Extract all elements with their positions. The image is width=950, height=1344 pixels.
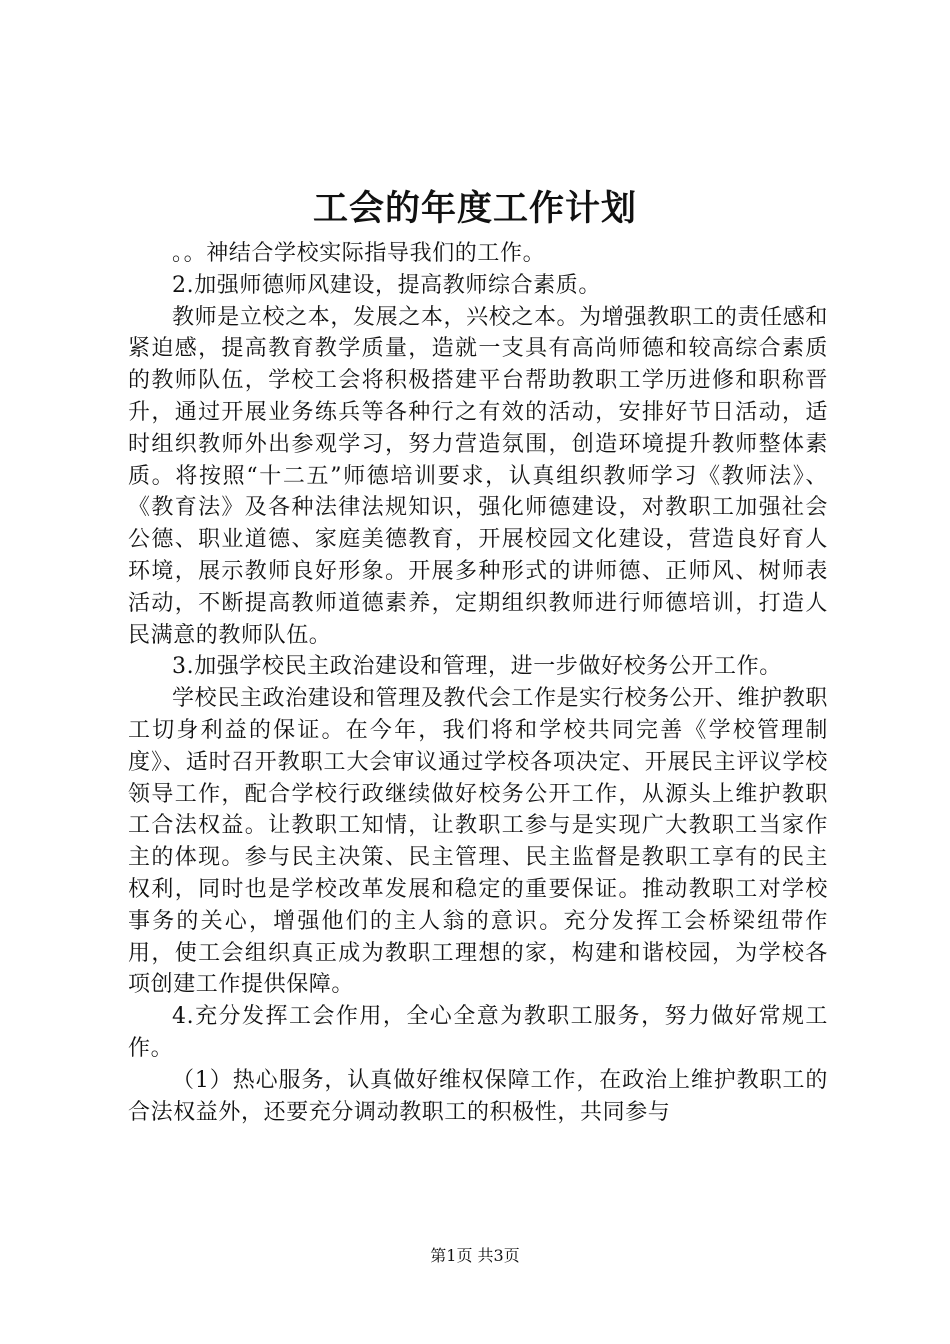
section-heading-4: 4.充分发挥工会作用，全心全意为教职工服务，努力做好常规工作。 [128,1004,828,1061]
section-heading-2: 2.加强师德师风建设，提高教师综合素质。 [172,272,601,298]
page-indicator: 第1页 共3页 [430,1246,520,1265]
paragraph-democratic-management: 学校民主政治建设和管理及教代会工作是实行校务公开、维护教职工切身利益的保证。在今年，我们将和学校共同完善《学校管理制度》、适时召开教职工大会审议通过学校各项决定、开展民主评议学校领导工作，配合学校行政继续做好校务公开工作，从源头上维护教职工合法权益。让教职工知情，让教职工参与是实现广大教职工当家作主的体现。参与民主决策、民主管理、民主监督是教职工享有的民主权利，同时也是学校改革发展和稳定的重要保证。推动教职工对学校事务的关心，增强他们的主人翁的意识。充分发挥工会桥梁纽带作用，使工会组织真正成为教职工理想的家，构建和谐校园，为学校各项创建工作提供保障。 [128,686,828,998]
section-heading-3: 3.加强学校民主政治建设和管理，进一步做好校务公开工作。 [172,654,782,680]
paragraph-service-item-1: （1）热心服务，认真做好维权保障工作，在政治上维护教职工的合法权益外，还要充分调动教职工的积极性，共同参与 [128,1067,828,1125]
paragraph-intro-fragment: 。。神结合学校实际指导我们的工作。 [172,241,546,266]
paragraph-teacher-ethics: 教师是立校之本，发展之本，兴校之本。为增强教职工的责任感和紧迫感，提高教育教学质量，造就一支具有高尚师德和较高综合素质的教师队伍，学校工会将积极搭建平台帮助教职工学历进修和职称晋升，通过开展业务练兵等各种行之有效的活动，安排好节日活动，适时组织教师外出参观学习，努力营造氛围，创造环境提升教师整体素质。将按照“十二五”师德培训要求，认真组织教师学习《教师法》、《教育法》及各种法律法规知识，强化师德建设，对教职工加强社会公德、职业道德、家庭美德教育，开展校园文化建设，营造良好育人环境，展示教师良好形象。开展多种形式的讲师德、正师风、树师表活动，不断提高教师道德素养，定期组织教师进行师德培训，打造人民满意的教师队伍。 [128,304,828,648]
document-body [128,238,828,1128]
page-title: 工会的年度工作计划 [312,188,637,229]
